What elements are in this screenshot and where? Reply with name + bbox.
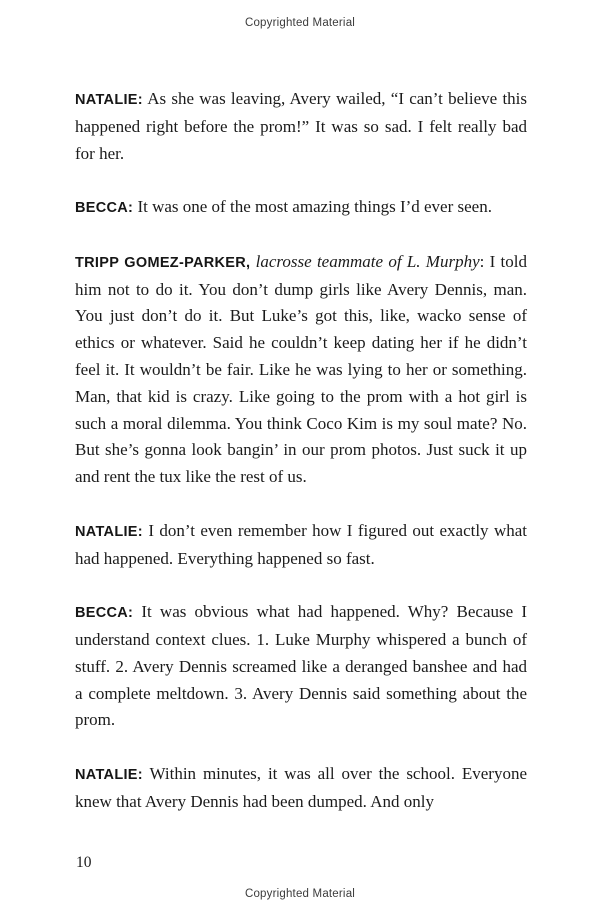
speaker-name: NATALIE: [75, 523, 143, 540]
copyright-notice-bottom: Copyrighted Material [244, 888, 356, 900]
dialogue-text: It was obvious what had happened. Why? Because I understand context clues. 1. Luke Murphy whispered a bunch of stuff. 2. Avery Dennis screamed like a deranged banshee and had a complete meltdown. 3. Avery Dennis said something about the prom. [75, 602, 527, 730]
speaker-name: BECCA: [75, 200, 134, 217]
speaker-name: TRIPP GOMEZ-PARKER, [75, 254, 251, 271]
paragraph-natalie-2 [75, 518, 527, 573]
copyright-notice-top: Copyrighted Material [244, 17, 356, 29]
speaker-role: lacrosse teammate of L. Murphy [255, 251, 480, 271]
dialogue-text: I don’t even remember how I figured out exactly what had happened. Everything happened so fast. [75, 520, 527, 568]
dialogue-text: As she was leaving, Avery wailed, “I can’t believe this happened right before the prom!” It was so sad. I felt really bad for her. [75, 89, 528, 163]
dialogue-text: Within minutes, it was all over the school. Everyone knew that Avery Dennis had been dumped. And only [75, 763, 527, 811]
page-number: 10 [76, 854, 92, 871]
page-text-block [75, 86, 527, 816]
speaker-name: BECCA: [75, 605, 134, 622]
paragraph-becca-1 [75, 194, 527, 222]
speaker-name: NATALIE: [75, 766, 143, 783]
speaker-name: NATALIE: [75, 92, 143, 108]
paragraph-becca-2 [75, 599, 527, 734]
dialogue-text: : I told him not to do it. You don’t dump girls like Avery Dennis, man. You just don’t do it. But Luke’s got this, like, wacko sense of ethics or whatever. Said he couldn’t keep dating her if he didn’t feel it. It wouldn’t be fair. Like he was lying to her or something. Man, that kid is crazy. Like going to the prom with a hot girl is such a moral dilemma. You think Coco Kim is my soul mate? No. But she’s gonna look bangin’ in our prom photos. Just suck it up and rent the tux like the rest of us. [75, 251, 528, 487]
paragraph-tripp [75, 249, 527, 491]
paragraph-natalie-3 [75, 761, 527, 816]
dialogue-text: It was one of the most amazing things I’d ever seen. [137, 197, 492, 217]
paragraph-natalie-1 [75, 86, 527, 167]
